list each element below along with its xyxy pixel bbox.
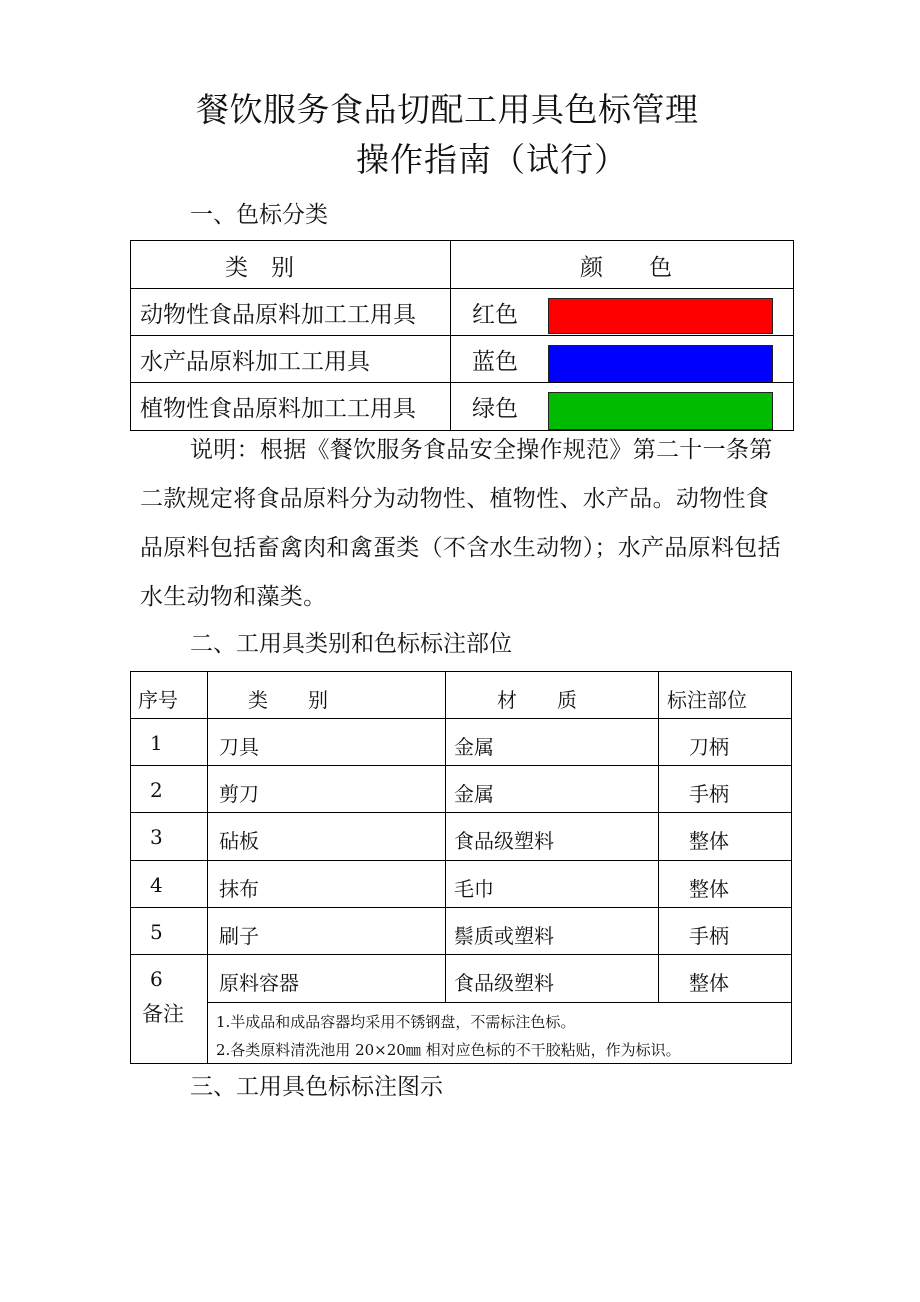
- color-table-header-color: 颜 色: [580, 255, 672, 281]
- tools-header-category: 类 别: [248, 688, 328, 712]
- tools-header-material: 材 质: [497, 688, 577, 712]
- color-row-category: 动物性食品原料加工工用具: [140, 302, 416, 328]
- explanation-paragraph: [140, 426, 790, 622]
- table-row-category: 剪刀: [219, 782, 259, 806]
- red-color-swatch: [548, 298, 773, 334]
- color-row-name: 绿色: [472, 396, 518, 422]
- table-row-category: 原料容器: [219, 971, 299, 995]
- table-row-no: 5: [150, 920, 163, 944]
- color-row-category: 水产品原料加工工用具: [140, 349, 370, 375]
- table-row-category: 刷子: [219, 924, 259, 948]
- table-row-material: 金属: [454, 735, 494, 759]
- color-row-name: 蓝色: [472, 349, 518, 375]
- remarks-label: 备注: [142, 1002, 184, 1026]
- blue-color-swatch: [548, 345, 773, 382]
- table-row-category: 刀具: [219, 735, 259, 759]
- table-row-no: 2: [150, 778, 163, 802]
- tools-header-no: 序号: [138, 688, 178, 712]
- green-color-swatch: [548, 392, 773, 430]
- table-row-position: 整体: [689, 829, 729, 853]
- section1-heading: 一、色标分类: [190, 202, 328, 228]
- remark-line: 2.各类原料清洗池用 20×20㎜ 相对应色标的不干胶粘贴，作为标识。: [216, 1041, 681, 1059]
- table-row-category: 砧板: [219, 829, 259, 853]
- table-row-material: 金属: [454, 782, 494, 806]
- color-table-header-category: 类 别: [225, 255, 294, 281]
- table-row-position: 手柄: [689, 924, 729, 948]
- table-row-material: 食品级塑料: [454, 971, 554, 995]
- document-title: 餐饮服务食品切配工用具色标管理: [196, 90, 699, 129]
- table-row-no: 4: [150, 873, 163, 897]
- table-row-material: 食品级塑料: [454, 829, 554, 853]
- table-row-material: 鬃质或塑料: [454, 924, 554, 948]
- table-row-no: 6: [150, 967, 163, 991]
- explanation-text: 说明：根据《餐饮服务食品安全操作规范》第二十一条第二款规定将食品原料分为动物性、植物性、水产品。动物性食品原料包括畜禽肉和禽蛋类（不含水生动物）；水产品原料包括水生动物和藻类。: [140, 437, 781, 610]
- section2-heading: 二、工用具类别和色标标注部位: [190, 631, 512, 657]
- table-row-position: 手柄: [689, 782, 729, 806]
- remark-line: 1.半成品和成品容器均采用不锈钢盘，不需标注色标。: [216, 1013, 576, 1031]
- table-row-no: 1: [150, 731, 163, 755]
- tools-header-position: 标注部位: [667, 688, 747, 712]
- color-row-name: 红色: [472, 302, 518, 328]
- table-row-no: 3: [150, 825, 163, 849]
- color-row-category: 植物性食品原料加工工用具: [140, 396, 416, 422]
- table-row-position: 整体: [689, 877, 729, 901]
- table-row-position: 刀柄: [689, 735, 729, 759]
- table-row-material: 毛巾: [454, 877, 494, 901]
- table-row-position: 整体: [689, 971, 729, 995]
- section3-heading: 三、工用具色标标注图示: [190, 1074, 443, 1100]
- document-subtitle: 操作指南（试行）: [356, 140, 628, 179]
- table-row-category: 抹布: [219, 877, 259, 901]
